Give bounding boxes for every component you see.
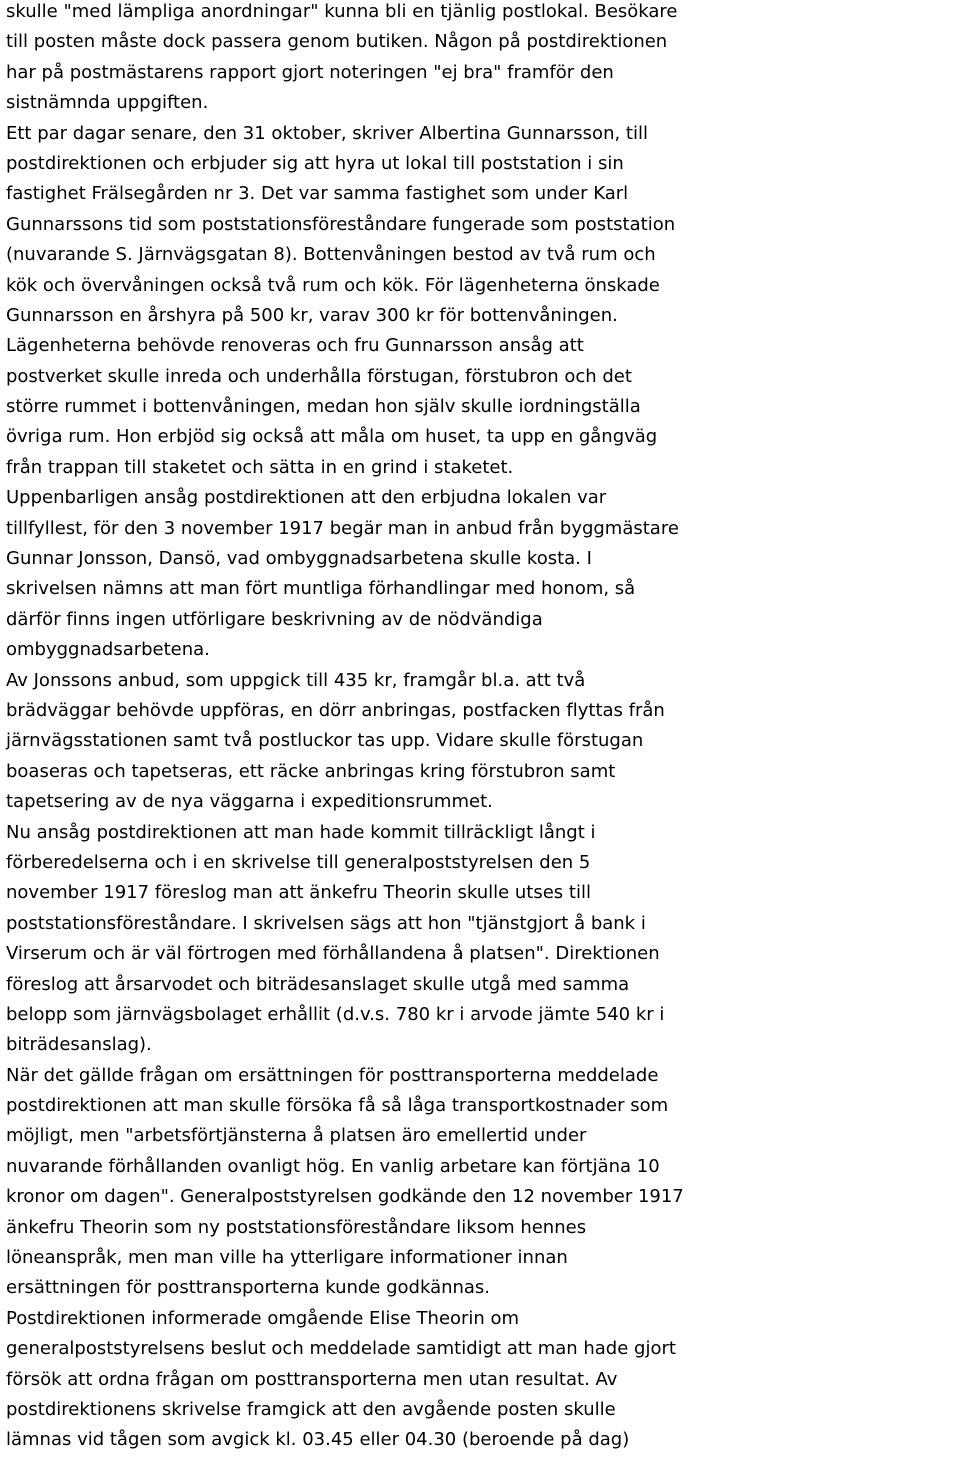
text-line: När det gällde frågan om ersättningen för posttransporterna meddelade	[6, 1064, 659, 1086]
text-line: biträdesanslag).	[6, 1034, 152, 1056]
text-line: till posten måste dock passera genom butiken. Någon på postdirektionen	[6, 31, 668, 53]
text-line: fastighet Frälsegården nr 3. Det var samma fastighet som under Karl	[6, 183, 629, 205]
text-line: sistnämnda uppgiften.	[6, 92, 209, 114]
text-line: skrivelsen nämns att man fört muntliga förhandlingar med honom, så	[6, 578, 636, 600]
text-line: därför finns ingen utförligare beskrivning av de nödvändiga	[6, 608, 543, 630]
text-line: postdirektionen att man skulle försöka få så låga transportkostnader som	[6, 1095, 669, 1117]
text-line: Gunnar Jonsson, Dansö, vad ombyggnadsarbetena skulle kosta. I	[6, 548, 592, 570]
text-line: postverket skulle inreda och underhålla förstugan, förstubron och det	[6, 365, 632, 387]
text-line: Nu ansåg postdirektionen att man hade kommit tillräckligt långt i	[6, 821, 596, 843]
text-line: postdirektionens skrivelse framgick att den avgående posten skulle	[6, 1398, 616, 1420]
text-line: föreslog att årsarvodet och biträdesanslaget skulle utgå med samma	[6, 973, 630, 995]
text-line: Uppenbarligen ansåg postdirektionen att den erbjudna lokalen var	[6, 487, 607, 509]
text-line: från trappan till staketet och sätta in en grind i staketet.	[6, 456, 514, 478]
text-line: (nuvarande S. Järnvägsgatan 8). Bottenvåningen bestod av två rum och	[6, 244, 656, 266]
text-line: skulle "med lämpliga anordningar" kunna bli en tjänlig postlokal. Besökare	[6, 1, 678, 22]
text-line: belopp som järnvägsbolaget erhållit (d.v.s. 780 kr i arvode jämte 540 kr i	[6, 1003, 665, 1025]
text-line: poststationsföreståndare. I skrivelsen sägs att hon "tjänstgjort å bank i	[6, 912, 646, 934]
text-line: nuvarande förhållanden ovanligt hög. En vanlig arbetare kan förtjäna 10	[6, 1155, 660, 1177]
text-line: Gunnarsson en årshyra på 500 kr, varav 300 kr för bottenvåningen.	[6, 304, 618, 326]
text-line: änkefru Theorin som ny poststationsföreståndare liksom hennes	[6, 1216, 587, 1238]
text-line: löneanspråk, men man ville ha ytterligare informationer innan	[6, 1247, 568, 1269]
text-line: större rummet i bottenvåningen, medan hon själv skulle iordningställa	[6, 396, 641, 418]
text-line: postdirektionen och erbjuder sig att hyra ut lokal till poststation i sin	[6, 152, 624, 174]
text-line: järnvägsstationen samt två postluckor tas upp. Vidare skulle förstugan	[6, 730, 644, 752]
text-line: övriga rum. Hon erbjöd sig också att måla om huset, ta upp en gångväg	[6, 426, 658, 448]
text-line: Gunnarssons tid som poststationsföreståndare fungerade som poststation	[6, 213, 676, 235]
text-line: kronor om dagen". Generalpoststyrelsen godkände den 12 november 1917	[6, 1186, 684, 1208]
text-line: Postdirektionen informerade omgående Elise Theorin om	[6, 1307, 520, 1329]
text-line: boaseras och tapetseras, ett räcke anbringas kring förstubron samt	[6, 760, 616, 782]
text-line: Ett par dagar senare, den 31 oktober, skriver Albertina Gunnarsson, till	[6, 122, 648, 144]
text-line: förberedelserna och i en skrivelse till generalpoststyrelsen den 5	[6, 851, 591, 873]
text-line: Lägenheterna behövde renoveras och fru Gunnarsson ansåg att	[6, 335, 584, 357]
text-line: tillfyllest, för den 3 november 1917 begär man in anbud från byggmästare	[6, 517, 679, 539]
text-line: kök och övervåningen också två rum och kök. För lägenheterna önskade	[6, 274, 660, 296]
text-line: ersättningen för posttransporterna kunde godkännas.	[6, 1277, 491, 1299]
text-line: har på postmästarens rapport gjort noteringen "ej bra" framför den	[6, 61, 614, 83]
text-line: möjligt, men "arbetsförtjänsterna å platsen äro emellertid under	[6, 1125, 587, 1147]
text-line: generalpoststyrelsens beslut och meddelade samtidigt att man hade gjort	[6, 1338, 676, 1360]
text-line: lämnas vid tågen som avgick kl. 03.45 eller 04.30 (beroende på dag)	[6, 1429, 630, 1451]
text-line: ombyggnadsarbetena.	[6, 639, 210, 661]
text-line: november 1917 föreslog man att änkefru Theorin skulle utses till	[6, 882, 591, 904]
text-line: Av Jonssons anbud, som uppgick till 435 kr, framgår bl.a. att två	[6, 669, 586, 691]
text-line: tapetsering av de nya väggarna i expeditionsrummet.	[6, 791, 493, 813]
text-line: brädväggar behövde uppföras, en dörr anbringas, postfacken flyttas från	[6, 699, 665, 721]
text-line: försök att ordna frågan om posttransporterna men utan resultat. Av	[6, 1368, 618, 1390]
body-text	[6, 0, 960, 1456]
text-line: Virserum och är väl förtrogen med förhållandena å platsen". Direktionen	[6, 943, 660, 965]
